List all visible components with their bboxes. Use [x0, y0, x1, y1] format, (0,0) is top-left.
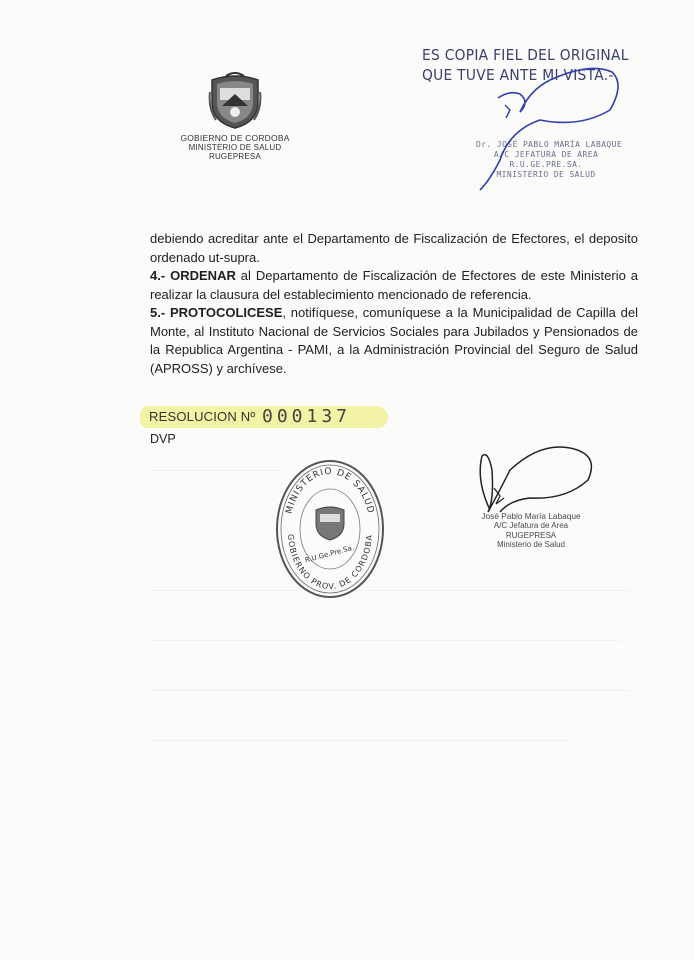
organization-header	[170, 134, 300, 161]
resolution-body	[150, 230, 638, 378]
signer-role: A/C Jefatura de Area	[493, 521, 569, 531]
signature-block	[466, 512, 596, 550]
article-4-heading: 4.- ORDENAR	[150, 268, 236, 283]
bottom-signature	[470, 440, 620, 518]
seal-shield-icon	[316, 507, 344, 540]
copy-stamp-line-2: QUE TUVE ANTE MI VISTA.-	[422, 66, 614, 84]
seal-bottom-text: GOBIERNO PROV. DE CORDOBA	[285, 533, 375, 592]
signer-unit: RUGEPRESA	[505, 530, 557, 540]
article-4-text: al Departamento de Fiscalización de Efectores de este Ministerio a realizar la clausura del establecimiento mencionado de referencia.	[150, 268, 639, 302]
signer-name: José Pablo María Labaque	[481, 511, 581, 521]
resolution-label: RESOLUCION Nº	[149, 409, 256, 424]
officer-role: A/C JEFATURA DE AREA	[493, 150, 599, 159]
paragraph-deposit: debiendo acreditar ante el Departamento de Fiscalización de Efectores, el deposito ordenado ut-supra.	[150, 231, 638, 265]
org-line-1: GOBIERNO DE CORDOBA	[180, 133, 290, 143]
officer-stamp	[476, 140, 623, 180]
org-line-2: MINISTERIO DE SALUD	[188, 143, 282, 152]
bleed-line	[150, 740, 570, 741]
officer-unit: R.U.GE.PRE.SA.	[509, 160, 583, 169]
bleed-line	[150, 590, 630, 591]
article-5-heading: 5.- PROTOCOLICESE	[150, 305, 283, 320]
resolution-number: 000137	[262, 406, 352, 427]
article-5-text: , notifíquese, comuníquese a la Municipalidad de Capilla del Monte, al Instituto Nacional de Servicios Sociales para Jubilados y Pensionados de la Republica Argentina - PAMI, a la Administración Provincial del Seguro de Salud (APROSS) y archívese.	[150, 305, 638, 376]
bleed-line	[150, 690, 630, 691]
signer-ministry: Ministerio de Salud	[496, 540, 566, 550]
bleed-line	[150, 640, 620, 641]
seal-top-text: MINISTERIO DE SALUD	[284, 466, 376, 516]
ministry-seal	[274, 458, 386, 600]
paragraph-article-4	[150, 267, 638, 304]
resolution-number-block	[140, 404, 390, 430]
coat-of-arms-icon	[208, 72, 262, 130]
seal-center-text: R.U.Ge.Pre.Sa.	[304, 543, 355, 565]
paragraph-article-5	[150, 304, 638, 378]
officer-name: Dr. JOSÉ PABLO MARÍA LABAQUE	[476, 140, 623, 149]
initials: DVP	[150, 432, 176, 446]
bleed-line	[150, 470, 280, 471]
copy-stamp-line-1: ES COPIA FIEL DEL ORIGINAL	[422, 46, 629, 64]
officer-ministry: MINISTERIO DE SALUD	[496, 170, 596, 179]
svg-text:GOBIERNO PROV. DE CORDOBA	[286, 534, 374, 591]
org-line-3: RUGEPRESA	[208, 152, 262, 161]
